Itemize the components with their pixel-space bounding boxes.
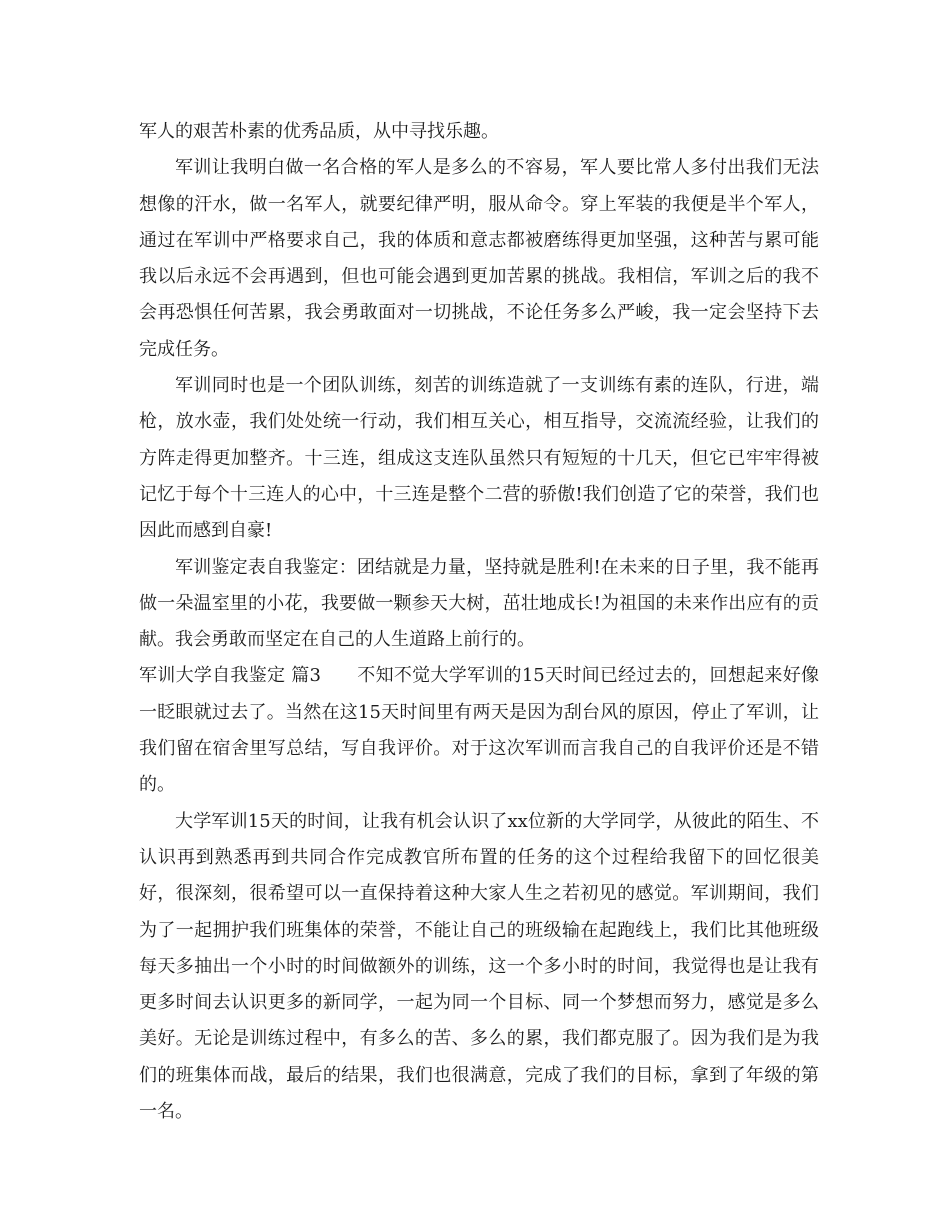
paragraph-military-discipline: 军训让我明白做一名合格的军人是多么的不容易，军人要比常人多付出我们无法想像的汗水，做一名军人，就要纪律严明，服从命令。穿上军装的我便是半个军人，通过在军训中严格要求自己，我的体质和意志都被磨练得更加坚强，这种苦与累可能我以后永远不会再遇到，但也可能会遇到更加苦累的挑战。我相信，军训之后的我不会再恐惧任何苦累，我会勇敢面对一切挑战，不论任务多么严峻，我一定会坚持下去完成任务。 [139, 157, 819, 360]
section-intro-text: 不知不觉大学军训的15天时间已经过去的，回想起来好像一眨眼就过去了。当然在这15天时间里有两天是因为刮台风的原因，停止了军训，让我们留在宿舍里写总结，写自我评价。对于这次军训而言我自己的自我评价还是不错的。 [139, 665, 819, 796]
section-first-paragraph [139, 658, 819, 803]
document-body [139, 114, 819, 1130]
paragraph-self-evaluation: 军训鉴定表自我鉴定：团结就是力量，坚持就是胜利!在未来的日子里，我不能再做一朵温室里的小花，我要做一颗参天大树，茁壮地成长!为祖国的未来作出应有的贡献。我会勇敢而坚定在自己的人生道路上前行的。 [139, 556, 819, 651]
paragraph-continuation: 军人的艰苦朴素的优秀品质，从中寻找乐趣。 [139, 121, 499, 142]
paragraph-team-training: 军训同时也是一个团队训练，刻苦的训练造就了一支训练有素的连队，行进，端枪，放水壶，我们处处统一行动，我们相互关心，相互指导，交流流经验，让我们的方阵走得更加整齐。十三连，组成这支连队虽然只有短短的十几天，但它已牢牢得被记忆于每个十三连人的心中，十三连是整个二营的骄傲!我们创造了它的荣誉，我们也因此而感到自豪! [139, 375, 819, 542]
section-title: 军训大学自我鉴定 篇3 [139, 665, 322, 687]
paragraph-classmates: 大学军训15天的时间，让我有机会认识了xx位新的大学同学，从彼此的陌生、不认识再到熟悉再到共同合作完成教官所布置的任务的这个过程给我留下的回忆很美好，很深刻，很希望可以一直保持着这种大家人生之若初见的感觉。军训期间，我们为了一起拥护我们班集体的荣誉，不能让自己的班级输在起跑线上，我们比其他班级每天多抽出一个小时的时间做额外的训练，这一个多小时的时间，我觉得也是让我有更多时间去认识更多的新同学，一起为同一个目标、同一个梦想而努力，感觉是多么美好。无论是训练过程中，有多么的苦、多么的累，我们都克服了。因为我们是为我们的班集体而战，最后的结果，我们也很满意，完成了我们的目标，拿到了年级的第一名。 [139, 810, 819, 1123]
